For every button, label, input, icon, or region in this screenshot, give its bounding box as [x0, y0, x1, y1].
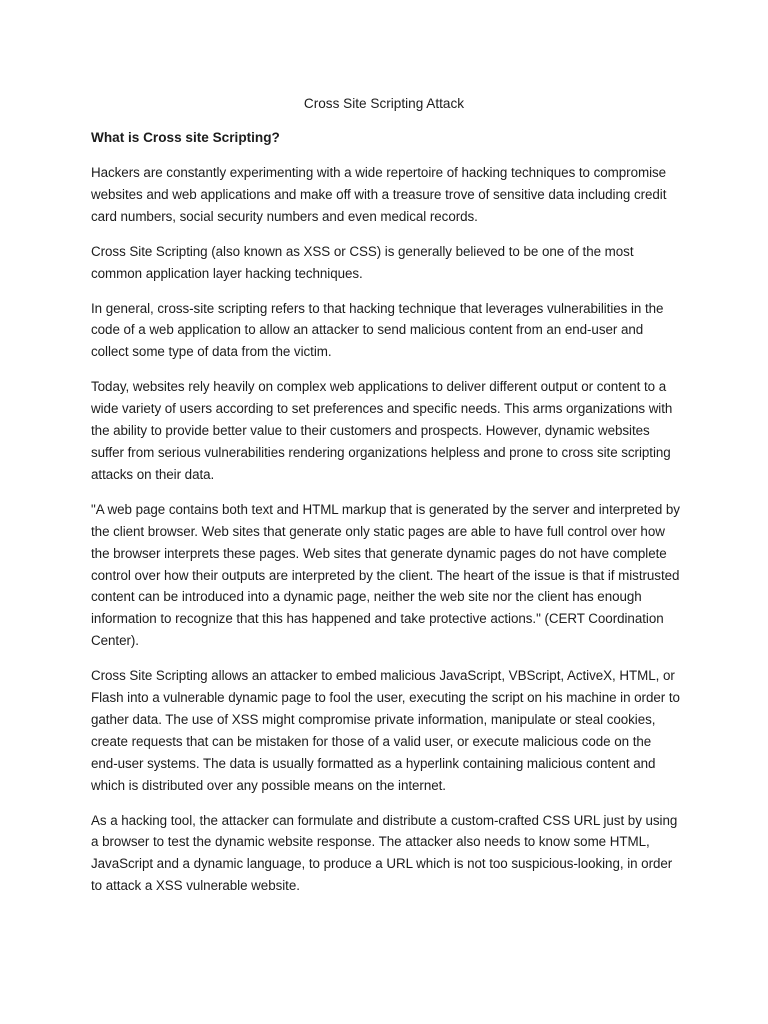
paragraph-xss-definition: Cross Site Scripting (also known as XSS or CSS) is generally believed to be one of the most common application layer hacking techniques. — [91, 243, 634, 281]
paragraph-embed: Cross Site Scripting allows an attacker to embed malicious JavaScript, VBScript, ActiveX, HTML, or Flash into a vulnerable dynamic page to fool the user, executing the script on his machine in order to gather data. The use of XSS might compromise private information, manipulate or steal cookies, create requests that can be mistaken for those of a valid user, or execute malicious code on the end-user systems. The data is usually formatted as a hyperlink containing malicious content and which is distributed over any possible means on the internet. — [91, 668, 680, 793]
document-body — [91, 162, 681, 910]
paragraph-cert-quote: "A web page contains both text and HTML markup that is generated by the server and interpreted by the client browser. Web sites that generate only static pages are able to have full control over how the browser interprets these pages. Web sites that generate dynamic pages do not have complete control over how their outputs are interpreted by the client. The heart of the issue is that if mistrusted content can be introduced into a dynamic page, neither the web site nor the client has enough information to recognize that this has happened and take protective actions." (CERT Coordination Center). — [91, 501, 680, 649]
paragraph-today: Today, websites rely heavily on complex web applications to deliver different output or content to a wide variety of users according to set preferences and specific needs. This arms organizations with the ability to provide better value to their customers and prospects. However, dynamic websites suffer from serious vulnerabilities rendering organizations helpless and prone to cross site scripting attacks on their data. — [91, 379, 673, 482]
paragraph-general: In general, cross-site scripting refers to that hacking technique that leverages vulnerabilities in the code of a web application to allow an attacker to send malicious content from an end-user and collect some type of data from the victim. — [91, 300, 664, 360]
paragraph-intro: Hackers are constantly experimenting with a wide repertoire of hacking techniques to compromise websites and web applications and make off with a treasure trove of sensitive data including credit card numbers, social security numbers and even medical records. — [91, 165, 667, 224]
paragraph-hacking-tool: As a hacking tool, the attacker can formulate and distribute a custom-crafted CSS URL just by using a browser to test the dynamic website response. The attacker also needs to know some HTML, JavaScript and a dynamic language, to produce a URL which is not too suspicious-looking, in order to attack a XSS vulnerable website. — [91, 812, 678, 894]
document-title: Cross Site Scripting Attack — [303, 96, 465, 111]
section-heading: What is Cross site Scripting? — [91, 130, 280, 145]
